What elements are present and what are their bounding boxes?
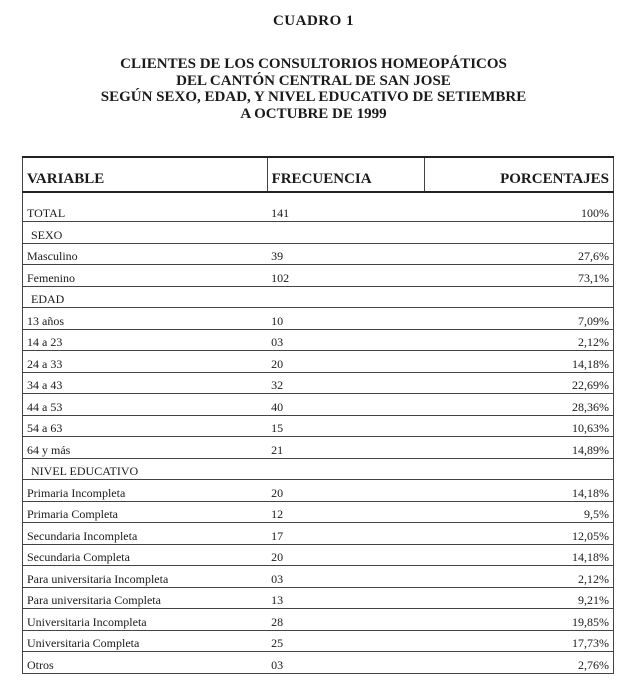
row-porcentaje: 2,12%: [424, 566, 613, 588]
row-label: Primaria Incompleta: [23, 480, 268, 502]
table-row: [23, 587, 614, 609]
table-row: [23, 415, 614, 437]
table-title: [0, 56, 627, 122]
row-frecuencia: 15: [267, 415, 424, 437]
row-porcentaje: 17,73%: [424, 630, 613, 652]
row-label: Secundaria Completa: [23, 544, 268, 566]
row-label: 64 y más: [23, 437, 268, 459]
row-frecuencia: 12: [267, 501, 424, 523]
row-frecuencia: 20: [267, 351, 424, 373]
header-frecuencia: FRECUENCIA: [267, 157, 424, 192]
table-row: [23, 609, 614, 631]
row-porcentaje: 2,76%: [424, 652, 613, 674]
row-porcentaje: 28,36%: [424, 394, 613, 416]
row-label: 54 a 63: [23, 415, 268, 437]
table-row: [23, 630, 614, 652]
row-porcentaje: 73,1%: [424, 265, 613, 287]
table-row: [23, 523, 614, 545]
section-row: [23, 458, 614, 480]
row-label: 24 a 33: [23, 351, 268, 373]
section-label: EDAD: [23, 286, 614, 308]
row-label: Primaria Completa: [23, 501, 268, 523]
row-label: 14 a 23: [23, 329, 268, 351]
row-label: Para universitaria Completa: [23, 587, 268, 609]
table-row: [23, 437, 614, 459]
row-porcentaje: 9,21%: [424, 587, 613, 609]
table-row: [23, 372, 614, 394]
row-frecuencia: 17: [267, 523, 424, 545]
row-porcentaje: 22,69%: [424, 372, 613, 394]
row-label: Para universitaria Incompleta: [23, 566, 268, 588]
row-frecuencia: 03: [267, 566, 424, 588]
section-label: NIVEL EDUCATIVO: [23, 458, 614, 480]
table-row: [23, 544, 614, 566]
row-porcentaje: 27,6%: [424, 243, 613, 265]
row-frecuencia: 21: [267, 437, 424, 459]
row-frecuencia: 20: [267, 544, 424, 566]
row-porcentaje: 10,63%: [424, 415, 613, 437]
section-label: SEXO: [23, 222, 614, 244]
row-porcentaje: 14,18%: [424, 351, 613, 373]
row-label: Masculino: [23, 243, 268, 265]
header-porcentajes: PORCENTAJES: [424, 157, 613, 192]
table-row: [23, 308, 614, 330]
row-frecuencia: 40: [267, 394, 424, 416]
row-porcentaje: 9,5%: [424, 501, 613, 523]
row-porcentaje: 2,12%: [424, 329, 613, 351]
row-frecuencia: 141: [267, 192, 424, 222]
row-porcentaje: 14,89%: [424, 437, 613, 459]
row-porcentaje: 19,85%: [424, 609, 613, 631]
row-frecuencia: 03: [267, 329, 424, 351]
table-row: [23, 501, 614, 523]
data-table: [22, 156, 614, 674]
row-frecuencia: 102: [267, 265, 424, 287]
row-label: 34 a 43: [23, 372, 268, 394]
table-row: [23, 265, 614, 287]
title-line: SEGÚN SEXO, EDAD, Y NIVEL EDUCATIVO DE SETIEMBRE: [100, 89, 527, 105]
row-porcentaje: 14,18%: [424, 480, 613, 502]
table-row: [23, 243, 614, 265]
title-line: DEL CANTÓN CENTRAL DE SAN JOSE: [176, 72, 451, 89]
row-label: Universitaria Completa: [23, 630, 268, 652]
row-label: Secundaria Incompleta: [23, 523, 268, 545]
table-row: [23, 329, 614, 351]
row-label: TOTAL: [23, 192, 268, 222]
table-row: [23, 652, 614, 674]
row-frecuencia: 32: [267, 372, 424, 394]
title-line: A OCTUBRE DE 1999: [240, 105, 387, 122]
table-number: CUADRO 1: [272, 13, 355, 29]
section-row: [23, 286, 614, 308]
row-porcentaje: 14,18%: [424, 544, 613, 566]
total-row: [23, 192, 614, 222]
header-variable: VARIABLE: [23, 157, 268, 192]
header-row: [23, 157, 614, 192]
table-row: [23, 566, 614, 588]
row-label: Femenino: [23, 265, 268, 287]
section-row: [23, 222, 614, 244]
row-frecuencia: 13: [267, 587, 424, 609]
table-row: [23, 351, 614, 373]
row-frecuencia: 20: [267, 480, 424, 502]
row-frecuencia: 25: [267, 630, 424, 652]
table-row: [23, 480, 614, 502]
row-frecuencia: 03: [267, 652, 424, 674]
row-label: 44 a 53: [23, 394, 268, 416]
row-label: Universitaria Incompleta: [23, 609, 268, 631]
row-porcentaje: 12,05%: [424, 523, 613, 545]
table-row: [23, 394, 614, 416]
row-porcentaje: 100%: [424, 192, 613, 222]
row-label: 13 años: [23, 308, 268, 330]
title-line: CLIENTES DE LOS CONSULTORIOS HOMEOPÁTICOS: [120, 56, 507, 72]
row-frecuencia: 39: [267, 243, 424, 265]
row-porcentaje: 7,09%: [424, 308, 613, 330]
row-frecuencia: 10: [267, 308, 424, 330]
row-label: Otros: [23, 652, 268, 674]
row-frecuencia: 28: [267, 609, 424, 631]
table-body: [23, 192, 614, 673]
